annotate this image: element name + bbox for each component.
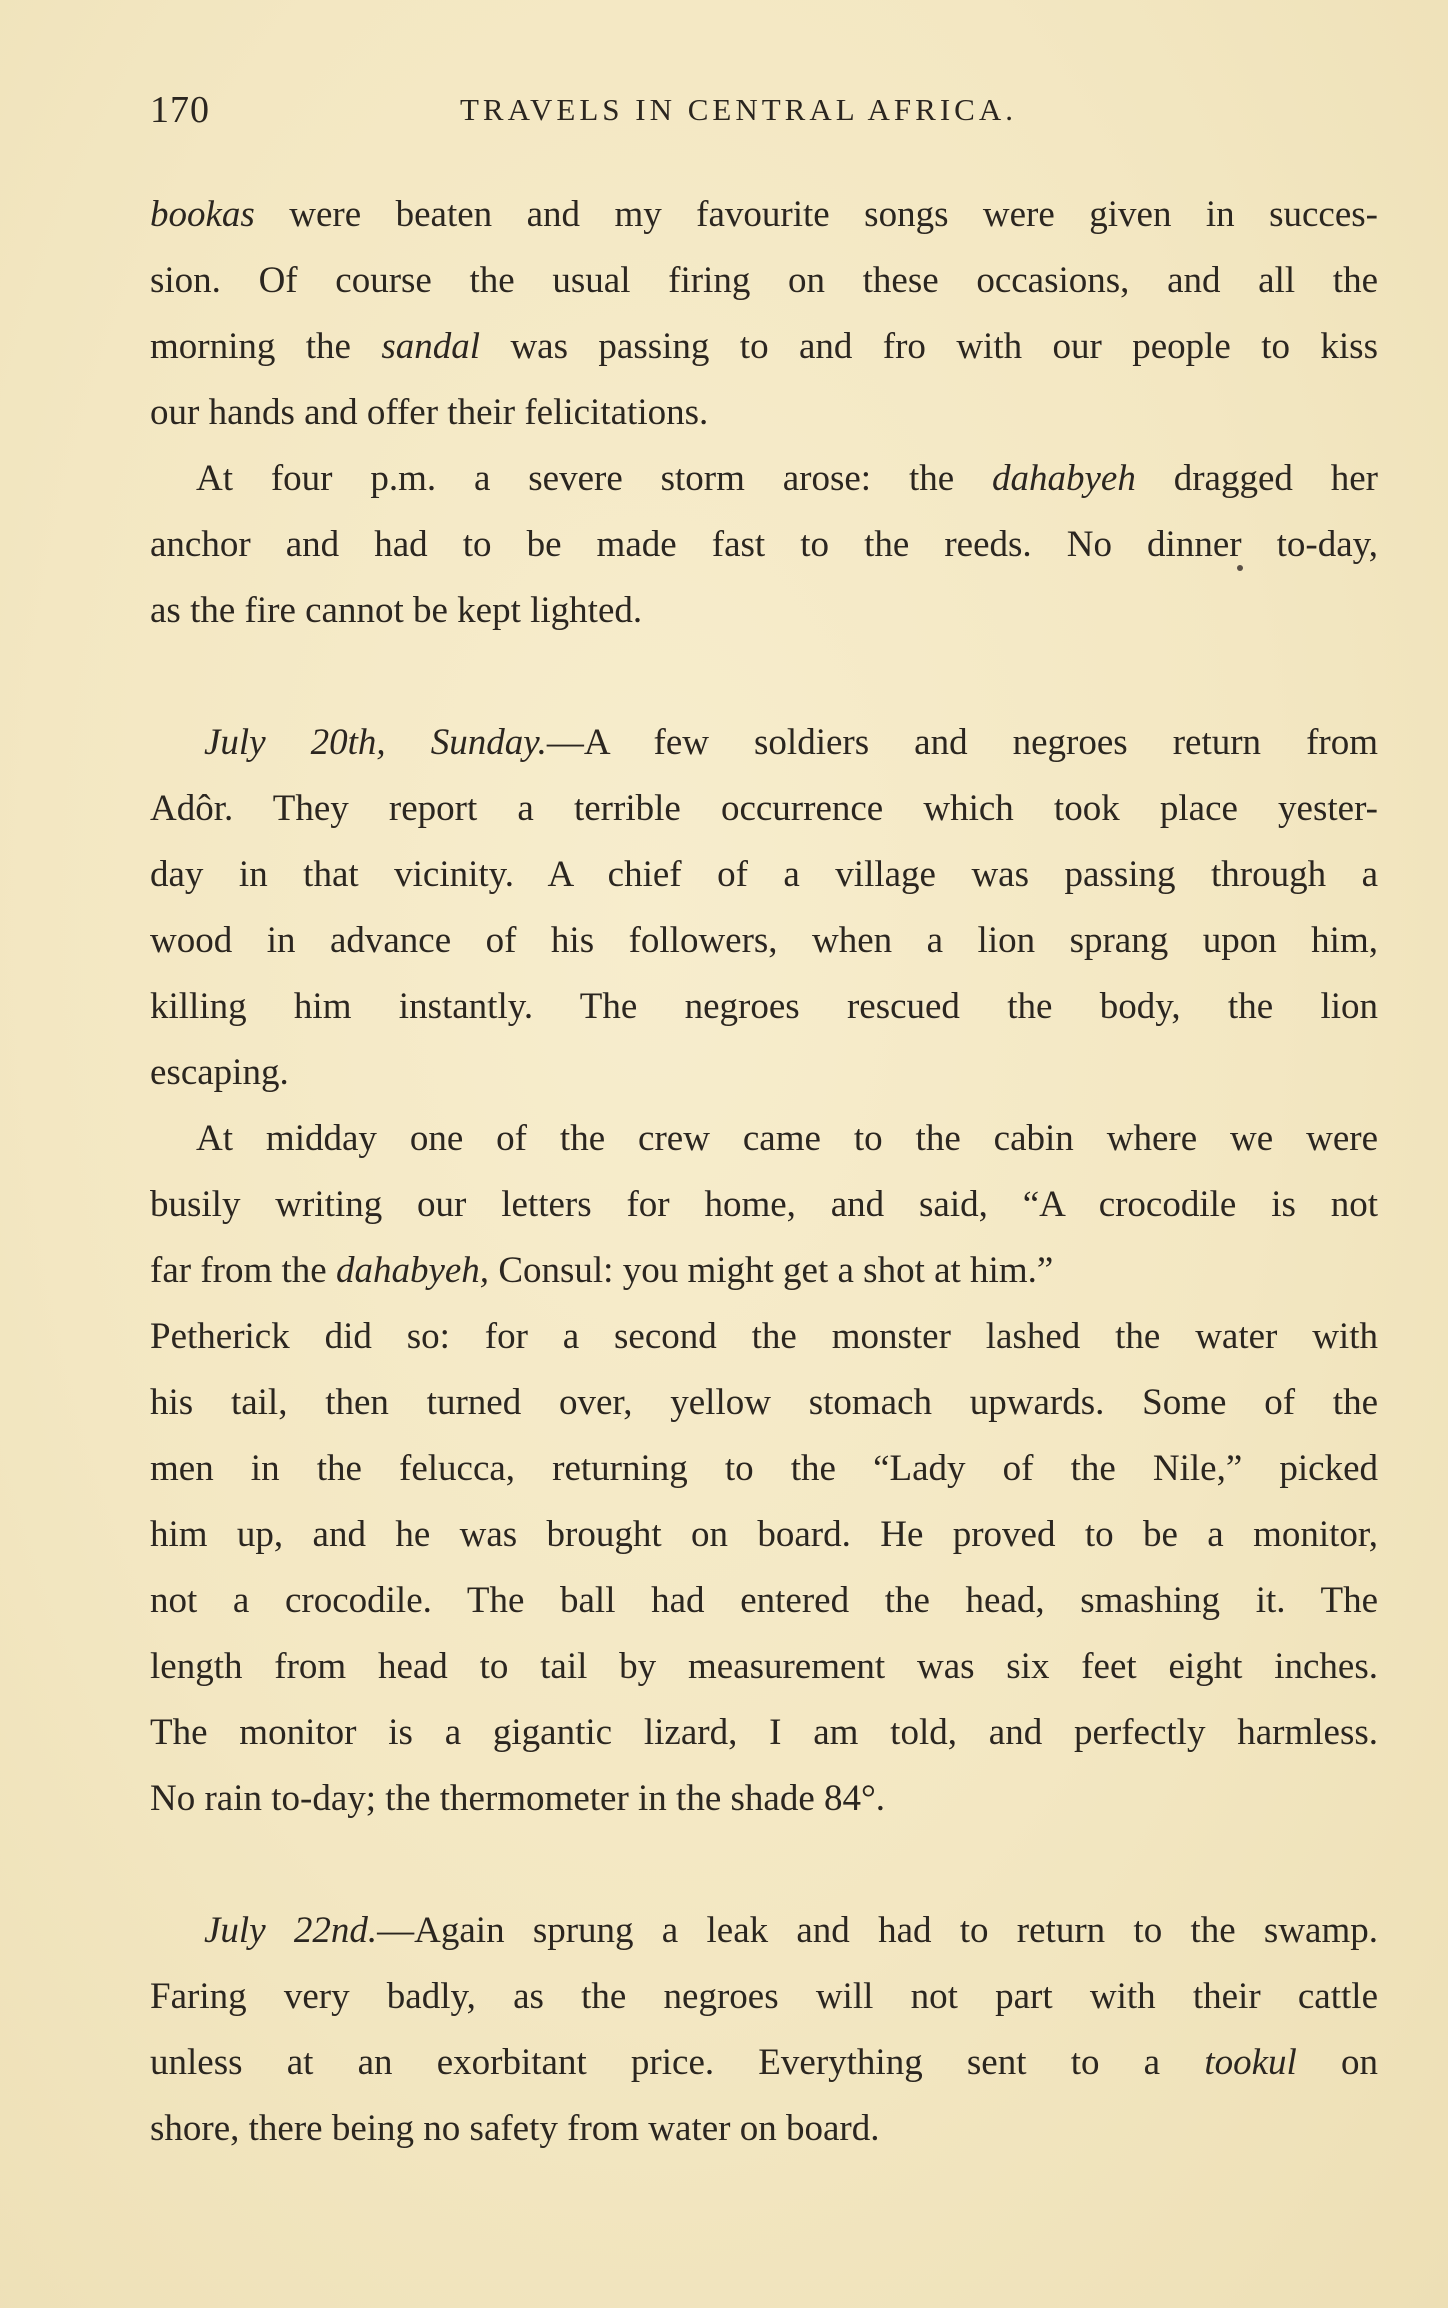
- text-run: killing him instantly. The negroes rescued the body, the lion: [150, 986, 1378, 1027]
- text-line: [150, 1370, 1378, 1436]
- text-run: were beaten and my favourite songs were given in succes-: [254, 194, 1378, 235]
- text-line: [150, 1040, 1378, 1106]
- text-run: shore, there being no safety from water on board.: [150, 2108, 880, 2149]
- text-run: not a crocodile. The ball had entered the head, smashing it. The: [150, 1580, 1378, 1621]
- text-line: [150, 182, 1378, 248]
- text-run: busily writing our letters for home, and said, “A crocodile is not: [150, 1184, 1378, 1225]
- text-line: [150, 380, 1378, 446]
- text-line: [150, 1304, 1378, 1370]
- text-run: morning the: [150, 326, 382, 367]
- text-run: on: [1296, 2042, 1378, 2083]
- text-line: [150, 1568, 1378, 1634]
- text-line: [150, 908, 1378, 974]
- text-run: The monitor is a gigantic lizard, I am told, and perfectly harmless.: [150, 1712, 1378, 1753]
- text-run: At four p.m. a severe storm arose: the: [196, 458, 992, 499]
- italic-text: bookas: [150, 194, 255, 235]
- text-run: his tail, then turned over, yellow stomach upwards. Some of the: [150, 1382, 1378, 1423]
- text-line: [150, 1106, 1378, 1172]
- running-head: TRAVELS IN CENTRAL AFRICA.: [460, 92, 1017, 127]
- text-run: Adôr. They report a terrible occurrence which took place yester-: [150, 788, 1378, 829]
- italic-text: sandal: [381, 326, 481, 367]
- text-run: men in the felucca, returning to the “Lady of the Nile,” picked: [150, 1448, 1378, 1489]
- text-run: length from head to tail by measurement was six feet eight inches.: [150, 1646, 1378, 1687]
- italic-text: dahabyeh,: [335, 1250, 490, 1291]
- text-line: [150, 248, 1378, 314]
- text-line: [150, 1898, 1378, 1964]
- page-number: 170: [150, 89, 210, 131]
- italic-text: tookul: [1204, 2042, 1297, 2083]
- text-run: sion. Of course the usual firing on these occasions, and all the: [150, 260, 1378, 301]
- text-run: anchor and had to be made fast to the reeds. No dinner to-day,: [150, 524, 1378, 565]
- text-line: [150, 1700, 1378, 1766]
- text-run: him up, and he was brought on board. He proved to be a monitor,: [150, 1514, 1378, 1555]
- text-line: [150, 1964, 1378, 2030]
- text-run: At midday one of the crew came to the cabin where we were: [196, 1118, 1378, 1159]
- text-line: [150, 1238, 1378, 1304]
- text-run: unless at an exorbitant price. Everything sent to a: [150, 2042, 1205, 2083]
- text-line: [150, 314, 1378, 380]
- text-line: [150, 1502, 1378, 1568]
- text-line: [150, 2030, 1378, 2096]
- italic-text: dahabyeh: [992, 458, 1136, 499]
- text-line: [150, 1172, 1378, 1238]
- text-run: No rain to-day; the thermometer in the shade 84°.: [150, 1778, 886, 1819]
- text-line: [150, 1766, 1378, 1832]
- text-line: [150, 1436, 1378, 1502]
- text-line: [150, 1634, 1378, 1700]
- text-run: far from the: [150, 1250, 336, 1291]
- text-run: Faring very badly, as the negroes will not part with their cattle: [150, 1976, 1378, 2017]
- text-run: day in that vicinity. A chief of a village was passing through a: [150, 854, 1378, 895]
- text-run: was passing to and fro with our people to kiss: [480, 326, 1378, 367]
- text-run: Consul: you might get a shot at him.”: [489, 1250, 1054, 1291]
- ink-speck: [1237, 565, 1243, 571]
- italic-text: July 20th, Sunday.: [204, 722, 547, 763]
- text-line: [150, 512, 1378, 578]
- text-line: [150, 710, 1378, 776]
- text-run: Petherick did so: for a second the monster lashed the water with: [150, 1316, 1378, 1357]
- text-line: [150, 842, 1378, 908]
- text-run: —Again sprung a leak and had to return to the swamp.: [377, 1910, 1378, 1951]
- italic-text: July 22nd.: [204, 1910, 378, 1951]
- text-line: [150, 578, 1378, 644]
- text-line: [150, 2096, 1378, 2162]
- text-run: as the fire cannot be kept lighted.: [150, 590, 643, 631]
- text-run: our hands and offer their felicitations.: [150, 392, 709, 433]
- page-header: [150, 88, 1378, 136]
- text-line: [150, 974, 1378, 1040]
- text-run: —A few soldiers and negroes return from: [546, 722, 1378, 763]
- text-run: dragged her: [1135, 458, 1378, 499]
- text-line: [150, 776, 1378, 842]
- text-line: [150, 446, 1378, 512]
- text-run: wood in advance of his followers, when a lion sprang upon him,: [150, 920, 1378, 961]
- text-run: escaping.: [150, 1052, 289, 1093]
